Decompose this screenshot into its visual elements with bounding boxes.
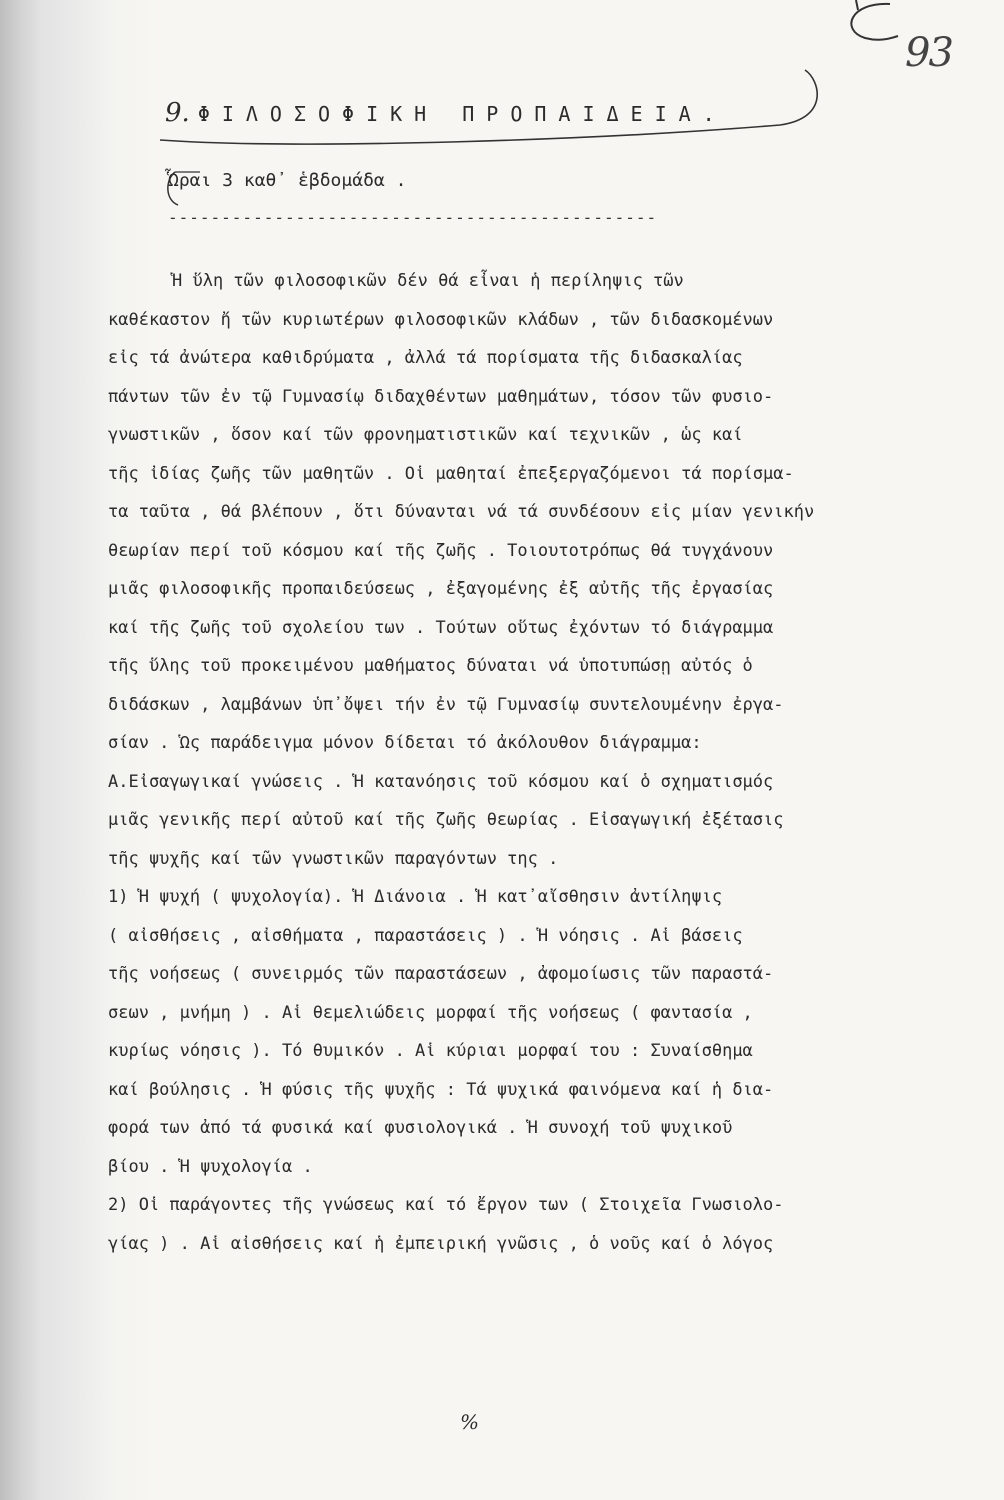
text-line: πάντων τῶν ἐν τῷ Γυμνασίῳ διδαχθέντων μαθημάτων, τόσον τῶν φυσιο- — [108, 386, 774, 407]
text-line: καθέκαστον ἤ τῶν κυριωτέρων φιλοσοφικῶν κλάδων , τῶν διδασκομένων — [108, 309, 774, 330]
section-title: ΦΙΛΟΣΟΦΙΚΗ ΠΡΟΠΑΙΔΕΙΑ. — [197, 102, 727, 126]
text-line: τῆς νοήσεως ( συνειρμός τῶν παραστάσεων , ἀφομοίωσις τῶν παραστά- — [108, 964, 774, 984]
text-line: Α.Εἰσαγωγικαί γνώσεις . Ἡ κατανόησις τοῦ κόσμου καί ὁ σχηματισμός — [108, 771, 774, 792]
text-line: τῆς ἰδίας ζωῆς τῶν μαθητῶν . Οἱ μαθηταί ἐπεξεργαζόμενοι τά πορίσμα- — [108, 463, 794, 484]
scan-edge-shadow — [0, 0, 40, 1500]
text-line: ( αἰσθήσεις , αἰσθήματα , παραστάσεις ) . Ἡ νόησις . Αἱ βάσεις — [108, 925, 743, 946]
page-number: 93 — [905, 30, 952, 76]
text-line: διδάσκων , λαμβάνων ὑπ᾽ὄψει τήν ἐν τῷ Γυμνασίῳ συντελουμένην ἐργα- — [108, 694, 784, 715]
text-line: καί βούλησις . Ἡ φύσις τῆς ψυχῆς : Τά ψυχικά φαινόμενα καί ἡ δια- — [108, 1079, 774, 1100]
text-line: εἰς τά ἀνώτερα καθιδρύματα , ἀλλά τά πορίσματα τῆς διδασκαλίας — [108, 348, 743, 368]
text-line: σίαν . Ὡς παράδειγμα μόνον δίδεται τό ἀκόλουθον διάγραμμα: — [108, 733, 702, 753]
weekly-hours: Ὧραι 3 καθ᾽ ἑβδομάδα . — [168, 170, 407, 191]
text-line: γίας ) . Αἱ αἰσθήσεις καί ἡ ἐμπειρική γνῶσις , ὁ νοῦς καί ὁ λόγος — [108, 1233, 774, 1254]
text-line: μιᾶς γενικῆς περί αὐτοῦ καί τῆς ζωῆς θεωρίας . Εἰσαγωγική ἐξέτασις — [108, 810, 784, 830]
text-line: 2) Οἱ παράγοντες τῆς γνώσεως καί τό ἔργον των ( Στοιχεῖα Γνωσιολο- — [108, 1195, 784, 1215]
text-line: φορά των ἀπό τά φυσικά καί φυσιολογικά . Ἡ συνοχή τοῦ ψυχικοῦ — [108, 1118, 733, 1138]
text-line: σεων , μνήμη ) . Αἱ θεμελιώδεις μορφαί τῆς νοήσεως ( φαντασία , — [108, 1002, 753, 1023]
text-line: βίου . Ἡ ψυχολογία . — [108, 1156, 313, 1177]
text-line: θεωρίαν περί τοῦ κόσμου καί τῆς ζωῆς . Τοιουτοτρόπως θά τυγχάνουν — [108, 540, 774, 561]
text-line: μιᾶς φιλοσοφικῆς προπαιδεύσεως , ἐξαγομένης ἐξ αὐτῆς τῆς ἐργασίας — [108, 579, 774, 599]
text-line: καί τῆς ζωῆς τοῦ σχολείου των . Τούτων οὕτως ἐχόντων τό διάγραμμα — [108, 617, 774, 638]
separator-dashes: ---------------------------------------------- — [168, 208, 658, 227]
section-heading — [165, 98, 727, 128]
corner-pen-mark — [820, 0, 900, 48]
text-line: 1) Ἡ ψυχή ( ψυχολογία). Ἡ Διάνοια . Ἡ κατ᾽αἴσθησιν ἀντίληψις — [108, 887, 723, 907]
body-text — [108, 262, 968, 1263]
footer-mark: % — [460, 1410, 480, 1434]
text-line: κυρίως νόησις ). Τό θυμικόν . Αἱ κύριαι μορφαί του : Συναίσθημα — [108, 1041, 753, 1061]
section-number: 9. — [165, 98, 190, 128]
text-line: τα ταῦτα , θά βλέπουν , ὅτι δύνανται νά τά συνδέσουν εἰς μίαν γενικήν — [108, 502, 815, 522]
text-line: τῆς ὕλης τοῦ προκειμένου μαθήματος δύναται νά ὑποτυπώσῃ αὐτός ὁ — [108, 656, 753, 676]
text-line: γνωστικῶν , ὅσον καί τῶν φρονηματιστικῶν καί τεχνικῶν , ὡς καί — [108, 425, 743, 445]
text-line: τῆς ψυχῆς καί τῶν γνωστικῶν παραγόντων της . — [108, 848, 559, 869]
text-line: Ἡ ὕλη τῶν φιλοσοφικῶν δέν θά εἶναι ἡ περίληψις τῶν — [172, 271, 684, 291]
